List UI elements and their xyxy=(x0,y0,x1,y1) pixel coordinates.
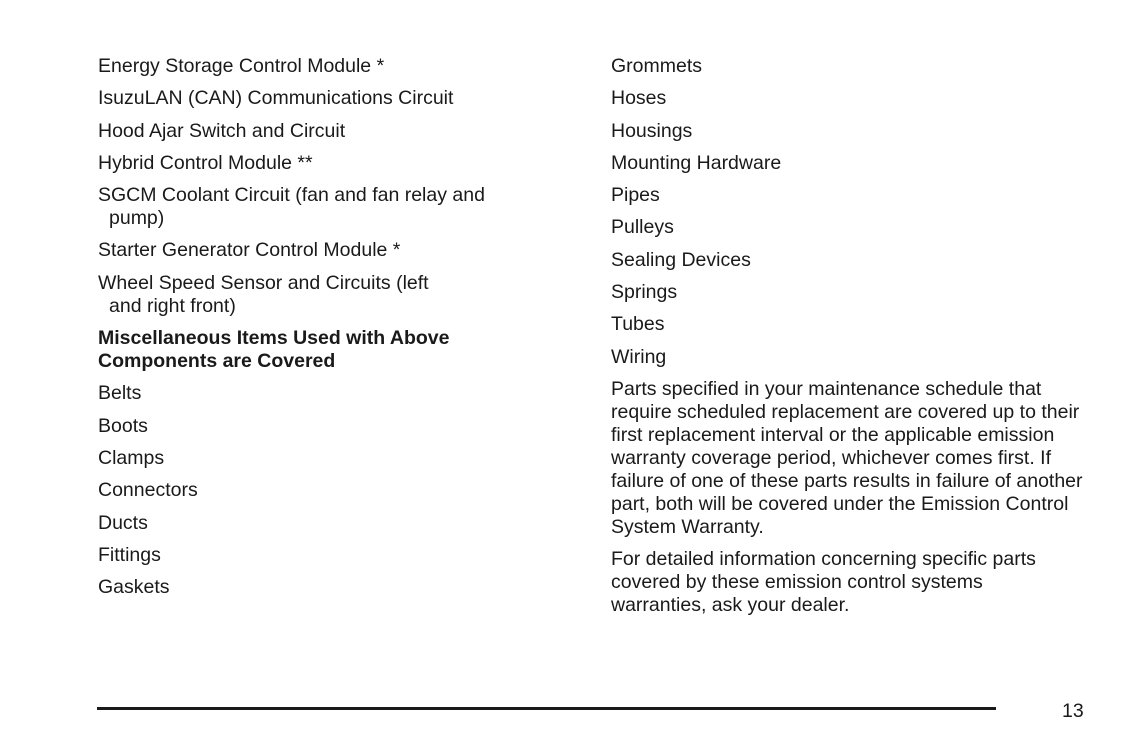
list-item: Wiring xyxy=(611,345,667,368)
left-column xyxy=(98,55,538,608)
list-item: Hybrid Control Module ** xyxy=(98,151,313,174)
list-item: Boots xyxy=(98,414,148,437)
list-item: Ducts xyxy=(98,511,148,534)
list-item: Connectors xyxy=(98,479,198,502)
list-item: Tubes xyxy=(611,313,665,336)
list-item: Fittings xyxy=(98,543,161,566)
list-item: Pulleys xyxy=(611,216,674,239)
footer-rule xyxy=(97,707,996,710)
list-item: Starter Generator Control Module * xyxy=(98,239,401,262)
list-item: Hood Ajar Switch and Circuit xyxy=(98,119,346,142)
list-item: Sealing Devices xyxy=(611,248,751,271)
list-item: SGCM Coolant Circuit (fan and fan relay and pump) xyxy=(98,184,485,230)
list-item: Grommets xyxy=(611,55,703,77)
list-item: Housings xyxy=(611,119,693,142)
right-column xyxy=(611,55,1086,626)
section-heading: Miscellaneous Items Used with Above Components are Covered xyxy=(98,327,450,373)
page-number: 13 xyxy=(1062,700,1084,722)
list-item: Hoses xyxy=(611,87,667,110)
list-item: Wheel Speed Sensor and Circuits (left and right front) xyxy=(98,271,429,317)
coverage-paragraph: Parts specified in your maintenance schedule that require scheduled replacement are covered up to their first replacement interval or the applicable emission warranty coverage period, whichever comes first. If failure of one of these parts results in failure of another part, both will be covered under the Emission Control System Warranty. xyxy=(611,377,1083,538)
list-item: Belts xyxy=(98,382,142,405)
dealer-info-paragraph: For detailed information concerning specific parts covered by these emission control systems warranties, ask your dealer. xyxy=(611,547,1036,616)
list-item: IsuzuLAN (CAN) Communications Circuit xyxy=(98,87,454,110)
list-item: Clamps xyxy=(98,446,165,469)
list-item: Mounting Hardware xyxy=(611,151,782,174)
list-item: Energy Storage Control Module * xyxy=(98,55,385,77)
list-item: Springs xyxy=(611,281,678,304)
list-item: Gaskets xyxy=(98,576,170,599)
list-item: Pipes xyxy=(611,184,660,207)
